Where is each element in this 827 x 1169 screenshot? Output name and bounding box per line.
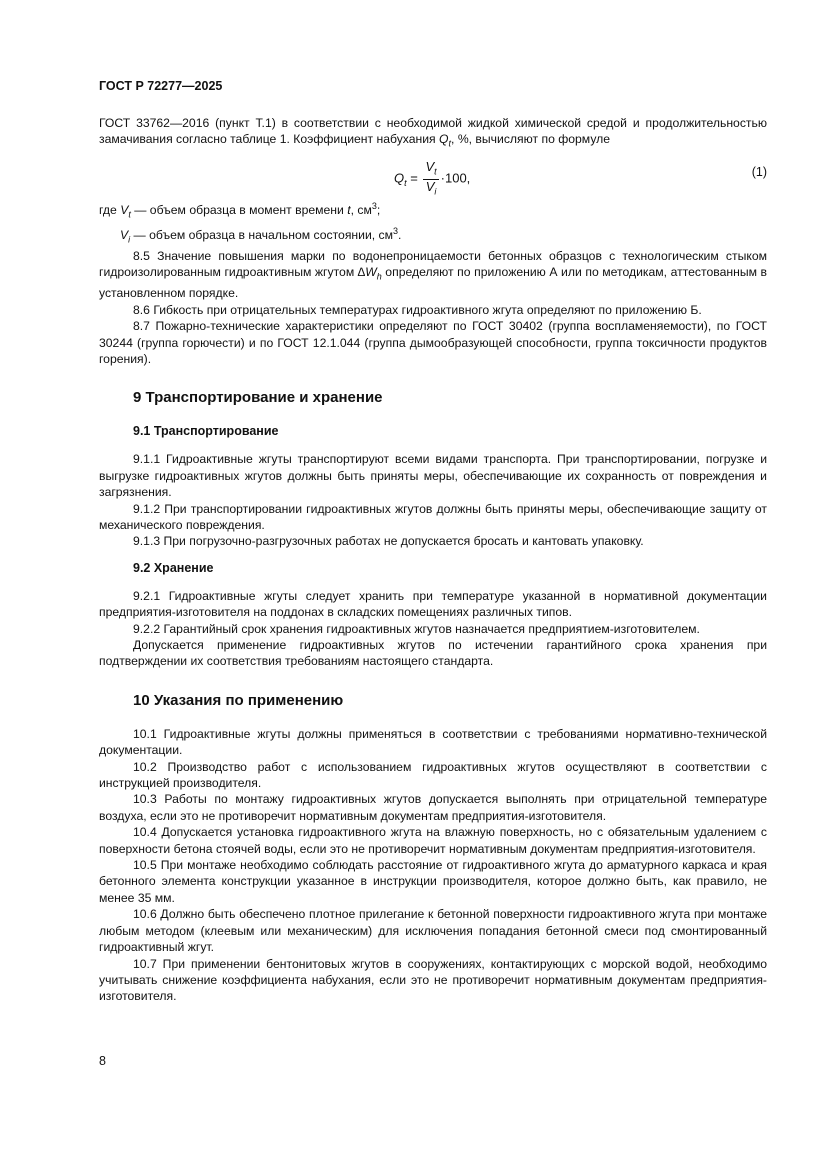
where-line-2: $V_i$ — объем образца в начальном состоянии, $см^3$. xyxy=(120,226,402,245)
clause-10-3: 10.3 Работы по монтажу гидроактивных жгутов допускается выполнять при отрицательной температуре воздуха, если это не противоречит нормативным документам предприятия-изготовителя. xyxy=(99,792,767,823)
formula-fraction: $\frac{V_t}{V_i}$ xyxy=(425,159,437,197)
clause-9-1-1: 9.1.1 Гидроактивные жгуты транспортируют всеми видами транспорта. При транспортировании, погрузке и выгрузке гидроактивных жгутов должны быть приняты меры, обеспечивающие их сохранность от повреждения и загрязнения. xyxy=(99,452,767,500)
clause-8-5: 8.5 Значение повышения марки по водонепроницаемости бетонных образцов с технологическим стыком гидроизолированным гидроактивным жгутом $\Delta W_h$ определяют по приложению А или по методикам, аттестованным в установленном порядке. xyxy=(99,249,767,301)
clause-9-2-2: 9.2.2 Гарантийный срок хранения гидроактивных жгутов назначается предприятием-изготовителем. xyxy=(133,621,700,636)
document-body xyxy=(99,115,767,1005)
clause-10-2: 10.2 Производство работ с использованием гидроактивных жгутов осуществляют в соответствии с инструкцией производителя. xyxy=(99,759,767,791)
clause-8-7: 8.7 Пожарно-технические характеристики определяют по ГОСТ 30402 (группа воспламеняемости), по ГОСТ 30244 (группа горючести) и по ГОСТ 12.1.044 (группа дымообразующей способности, группа токсичности продуктов горения). xyxy=(99,319,767,366)
where-line-1: где $V_t$ — объем образца в момент времени t, $см^3$; xyxy=(99,201,381,220)
formula-expression: $Q_t$ = $\frac{V_t}{V_i}$ ·100, xyxy=(394,159,471,197)
section-9-title: 9 Транспортирование и хранение xyxy=(133,389,383,407)
intro-paragraph: ГОСТ 33762—2016 (пункт Т.1) в соответствии с необходимой жидкой химической средой и продолжительностью замачивания согласно таблице 1. Коэффициент набухания $Q_t$, %, вычисляют по формуле xyxy=(99,116,767,149)
clause-10-1: 10.1 Гидроактивные жгуты должны применяться в соответствии с требованиями нормативно-технической документации. xyxy=(99,726,767,758)
clause-10-7: 10.7 При применении бентонитовых жгутов в сооружениях, контактирующих с морской водой, необходимо учитывать снижение коэффициента набухания, если это не противоречит нормативным документам предприятия-изготовителя. xyxy=(99,956,767,1004)
subsection-9-2-title: 9.2 Хранение xyxy=(133,560,214,575)
page-number: 8 xyxy=(99,1054,106,1068)
clause-9-2-note: Допускается применение гидроактивных жгутов по истечении гарантийного срока хранения при подтверждении их соответствия требованиям настоящего стандарта. xyxy=(99,638,767,669)
clause-10-6: 10.6 Должно быть обеспечено плотное прилегание к бетонной поверхности гидроактивного жгута при монтаже любым методом (клеевым или механическим) для исключения попадания бетонной смеси под смонтированный гидроактивный жгут. xyxy=(99,907,767,955)
formula-1 xyxy=(99,154,767,197)
subsection-9-1-title: 9.1 Транспортирование xyxy=(133,424,279,439)
section-10-title: 10 Указания по применению xyxy=(133,691,344,709)
formula-number: (1) xyxy=(751,165,767,180)
clause-9-2-1: 9.2.1 Гидроактивные жгуты следует хранить при температуре указанной в нормативной документации предприятия-изготовителя на поддонах в складских помещениях различных типов. xyxy=(99,588,767,620)
clause-10-5: 10.5 При монтаже необходимо соблюдать расстояние от гидроактивного жгута до арматурного каркаса и края бетонного элемента конструкции указанное в инструкции производителя, которое должно быть, как правило, не менее 35 мм. xyxy=(99,858,767,905)
document-header: ГОСТ Р 72277—2025 xyxy=(99,79,223,93)
clause-10-4: 10.4 Допускается установка гидроактивного жгута на влажную поверхность, но с обязательным удалением с поверхности бетона стоячей воды, если это не противоречит нормативным документам предприятия-изготовителя. xyxy=(99,825,767,856)
clause-9-1-2: 9.1.2 При транспортировании гидроактивных жгутов должны быть приняты меры, обеспечивающие защиту от механического повреждения. xyxy=(99,501,767,532)
clause-8-6: 8.6 Гибкость при отрицательных температурах гидроактивного жгута определяют по приложению Б. xyxy=(133,302,702,317)
clause-9-1-3: 9.1.3 При погрузочно-разгрузочных работах не допускается бросать и кантовать упаковку. xyxy=(133,534,644,549)
